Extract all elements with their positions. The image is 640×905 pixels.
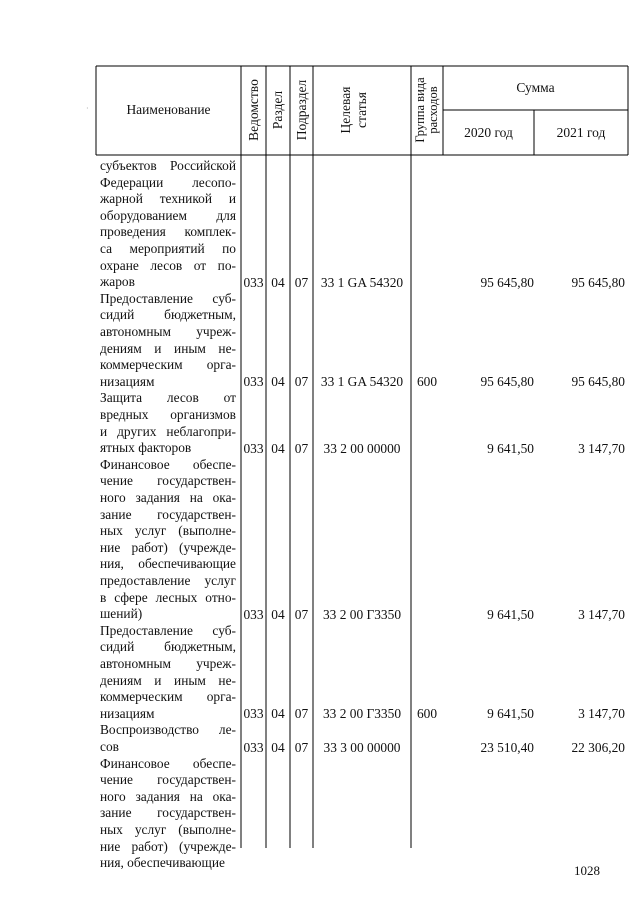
row-name: [100, 158, 236, 291]
row-name-line: ния, обеспечивающие: [100, 556, 236, 572]
row-name-line: Воспроизводство ле-: [100, 722, 236, 738]
row-podrazdel: 07: [294, 606, 309, 622]
row-name: [100, 623, 236, 723]
row-name-line: ние работ) (учрежде-: [100, 539, 236, 555]
row-name: [100, 390, 236, 456]
header-target-line2: статья: [354, 92, 369, 128]
row-name-line: чение государствен-: [100, 473, 236, 489]
row-name-line: Защита лесов от: [100, 390, 236, 406]
row-name-line: жаров: [100, 274, 135, 290]
row-name-line: предоставление услуг: [100, 572, 236, 588]
row-group: 600: [416, 706, 438, 722]
row-name-line: дениям и иным не-: [100, 672, 236, 688]
row-name-line: вредных организмов: [100, 406, 236, 422]
row-name: [100, 457, 236, 623]
row-sum-2021: 3 147,70: [578, 440, 625, 456]
row-name-line: коммерческим орга-: [100, 689, 236, 705]
header-vedomstvo: Ведомство: [246, 79, 261, 141]
row-name-line: коммерческим орга-: [100, 357, 236, 373]
row-name-line: субъектов Российской: [100, 158, 236, 173]
row-sum-2021: 3 147,70: [578, 606, 625, 622]
row-vedomstvo: 033: [243, 706, 264, 722]
row-name-line: низациям: [100, 705, 155, 721]
row-target: 33 2 00 Г3350: [322, 706, 402, 722]
row-name-line: Предоставление суб-: [100, 622, 236, 638]
row-sum-2021: 95 645,80: [571, 374, 625, 390]
row-name: [100, 722, 236, 755]
row-name-line: ния, обеспечивающие: [100, 855, 225, 871]
row-name-line: в сфере лесных отно-: [100, 589, 236, 605]
row-target: 33 3 00 00000: [323, 739, 401, 755]
row-name-line: шений): [100, 606, 143, 622]
row-name-line: автономным учреж-: [100, 323, 236, 339]
row-name-line: низациям: [100, 373, 155, 389]
row-sum-2020: 95 645,80: [480, 274, 534, 290]
row-vedomstvo: 033: [243, 374, 264, 390]
row-name-line: са мероприятий по: [100, 240, 236, 256]
row-vedomstvo: 033: [243, 274, 264, 290]
row-name-line: ных услуг (выполне-: [100, 821, 236, 837]
row-podrazdel: 07: [294, 374, 309, 390]
row-target: 33 2 00 Г3350: [322, 606, 402, 622]
row-name-line: зание государствен-: [100, 805, 236, 821]
row-razdel: 04: [271, 274, 285, 290]
row-name-line: зание государствен-: [100, 506, 236, 522]
row-name-line: сидий бюджетным,: [100, 639, 236, 655]
row-name-line: Финансовое обеспе-: [100, 755, 236, 771]
row-vedomstvo: 033: [243, 440, 264, 456]
row-razdel: 04: [271, 706, 285, 722]
row-name-line: сидий бюджетным,: [100, 307, 236, 323]
row-name-line: Финансовое обеспе-: [100, 456, 236, 472]
row-name-line: дениям и иным не-: [100, 340, 236, 356]
row-name-line: Федерации лесопо-: [100, 174, 236, 190]
row-sum-2020: 9 641,50: [487, 440, 534, 456]
scan-mark: ·: [86, 104, 89, 113]
header-podrazdel: Подраздел: [294, 79, 309, 141]
row-sum-2020: 23 510,40: [480, 739, 534, 755]
row-podrazdel: 07: [294, 440, 309, 456]
header-group-line2: расходов: [426, 86, 440, 134]
row-name-line: охране лесов от по-: [100, 257, 236, 273]
row-sum-2021: 3 147,70: [578, 706, 625, 722]
row-razdel: 04: [271, 440, 285, 456]
row-name: [100, 756, 236, 872]
row-name-line: оборудованием для: [100, 207, 236, 223]
row-name: [100, 291, 236, 391]
row-name-line: ного задания на ока-: [100, 489, 236, 505]
row-name-line: жарной техникой и: [100, 191, 236, 207]
row-podrazdel: 07: [294, 274, 309, 290]
row-vedomstvo: 033: [243, 739, 264, 755]
row-sum-2020: 9 641,50: [487, 606, 534, 622]
row-name-line: проведения комплек-: [100, 224, 236, 240]
header-target-line1: Целевая: [338, 86, 353, 134]
header-year-2021: 2021 год: [556, 125, 606, 140]
row-razdel: 04: [271, 374, 285, 390]
row-vedomstvo: 033: [243, 606, 264, 622]
row-podrazdel: 07: [294, 739, 309, 755]
row-name-line: ние работ) (учрежде-: [100, 838, 236, 854]
row-target: 33 2 00 00000: [323, 440, 401, 456]
header-name: Наименование: [126, 102, 211, 117]
row-sum-2021: 95 645,80: [571, 274, 625, 290]
row-razdel: 04: [271, 606, 285, 622]
page-number: 1028: [574, 863, 600, 878]
row-name-line: чение государствен-: [100, 772, 236, 788]
row-name-line: сов: [100, 738, 119, 754]
row-name-line: и других неблагопри-: [100, 423, 236, 439]
row-podrazdel: 07: [294, 706, 309, 722]
row-sum-2020: 9 641,50: [487, 706, 534, 722]
row-name-line: ного задания на ока-: [100, 788, 236, 804]
row-sum-2021: 22 306,20: [571, 739, 625, 755]
row-target: 33 1 GA 54320: [320, 274, 404, 290]
header-razdel: Раздел: [270, 90, 285, 130]
row-group: 600: [416, 374, 438, 390]
row-sum-2020: 95 645,80: [480, 374, 534, 390]
row-name-line: ятных факторов: [100, 440, 192, 456]
header-target: [338, 87, 370, 134]
header-sum: Сумма: [516, 80, 555, 95]
row-name-line: автономным учреж-: [100, 655, 236, 671]
header-group-line1: Группа вида: [413, 77, 427, 143]
row-razdel: 04: [271, 739, 285, 755]
header-year-2020: 2020 год: [464, 125, 513, 140]
row-name-line: ных услуг (выполне-: [100, 523, 236, 539]
row-target: 33 1 GA 54320: [320, 374, 404, 390]
header-group: [414, 77, 440, 142]
row-name-line: Предоставление суб-: [100, 290, 236, 306]
